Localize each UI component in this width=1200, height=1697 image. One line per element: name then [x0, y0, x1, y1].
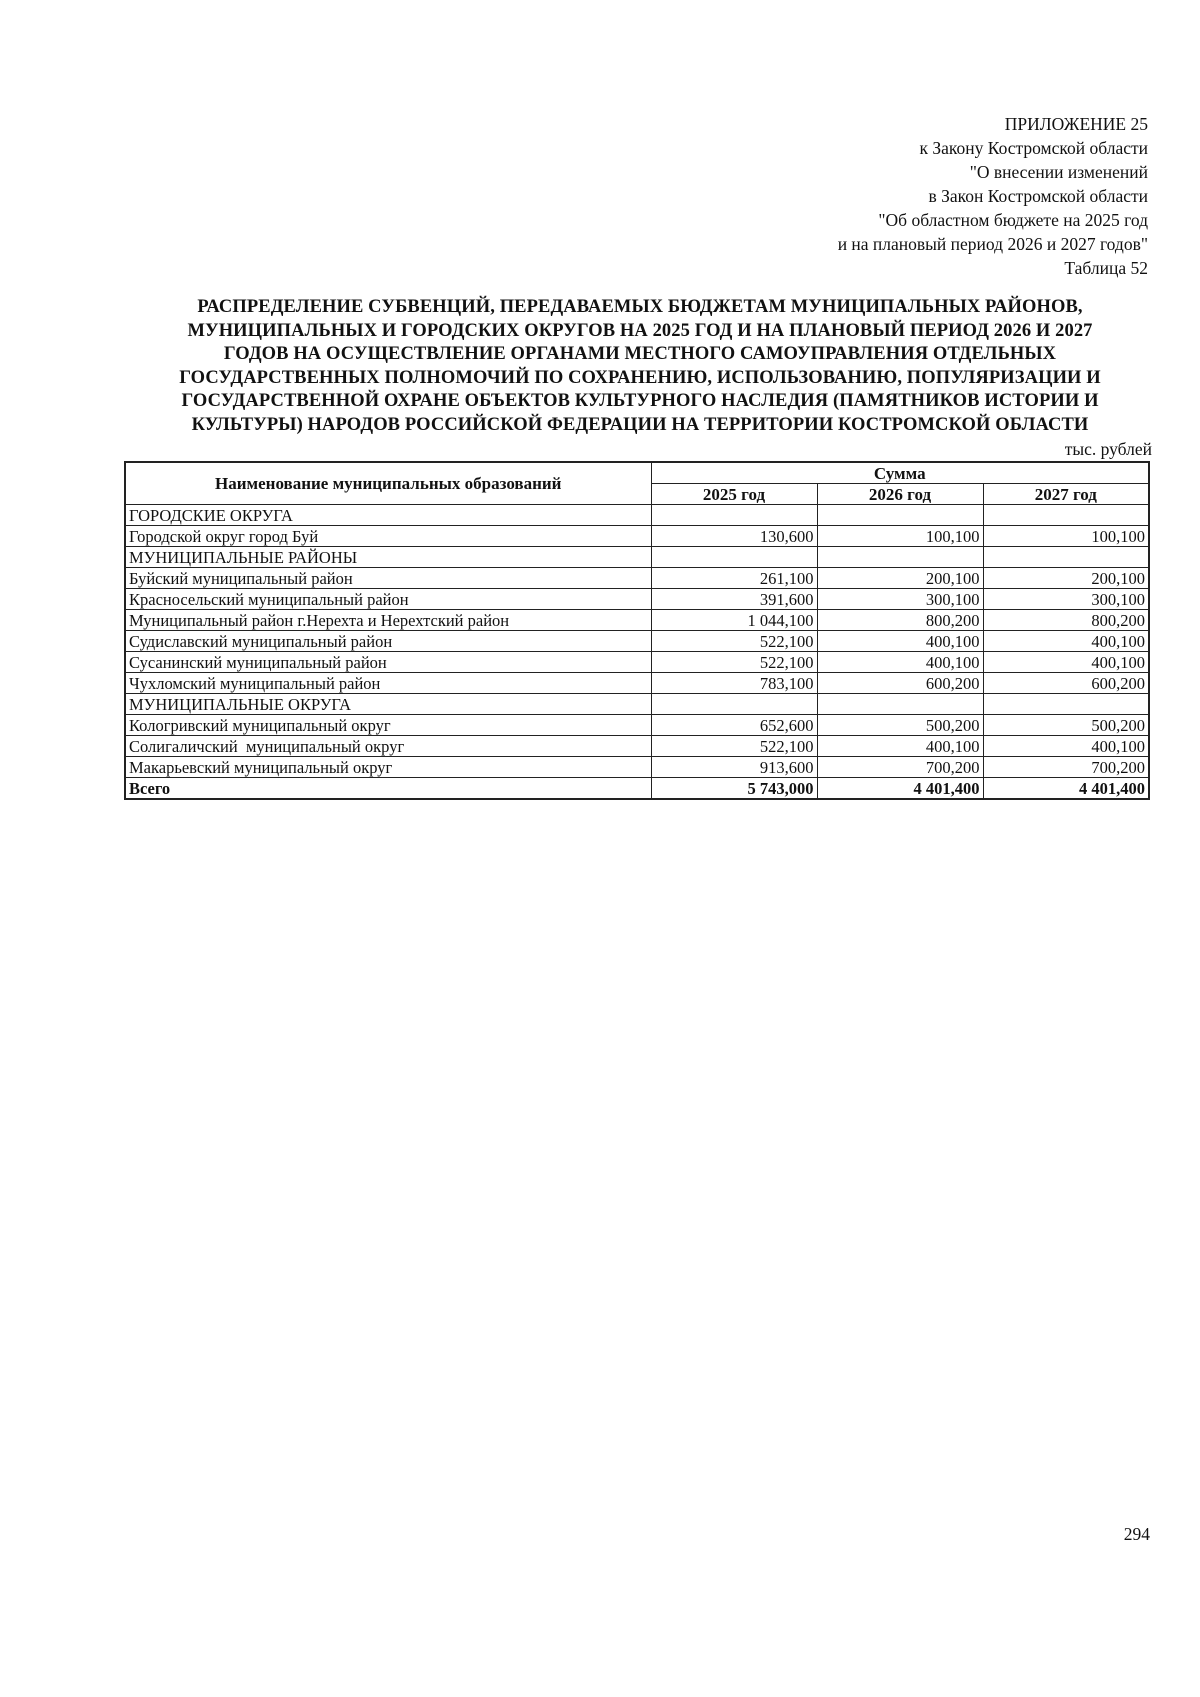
total-2026: 4 401,400 — [817, 778, 983, 800]
total-label: Всего — [125, 778, 651, 800]
value-2026: 800,200 — [817, 610, 983, 631]
table-row — [125, 715, 1149, 736]
table-row — [125, 652, 1149, 673]
section-row — [125, 505, 1149, 526]
sum-column-header: Сумма — [651, 462, 1149, 484]
row-name: Городской округ город Буй — [125, 526, 651, 547]
row-name: ГОРОДСКИЕ ОКРУГА — [125, 505, 651, 526]
row-name: Муниципальный район г.Нерехта и Нерехтский район — [125, 610, 651, 631]
value-2026: 600,200 — [817, 673, 983, 694]
row-name: Чухломский муниципальный район — [125, 673, 651, 694]
title-line: РАСПРЕДЕЛЕНИЕ СУБВЕНЦИЙ, ПЕРЕДАВАЕМЫХ БЮДЖЕТАМ МУНИЦИПАЛЬНЫХ РАЙОНОВ, — [197, 297, 1083, 317]
row-name: МУНИЦИПАЛЬНЫЕ РАЙОНЫ — [125, 547, 651, 568]
value-2026: 100,100 — [817, 526, 983, 547]
title-line: КУЛЬТУРЫ) НАРОДОВ РОССИЙСКОЙ ФЕДЕРАЦИИ НА ТЕРРИТОРИИ КОСТРОМСКОЙ ОБЛАСТИ — [191, 414, 1089, 435]
value-2025: 261,100 — [651, 568, 817, 589]
value-2025: 652,600 — [651, 715, 817, 736]
value-2027: 100,100 — [983, 526, 1149, 547]
value-2027: 400,100 — [983, 652, 1149, 673]
value-2026: 200,100 — [817, 568, 983, 589]
appendix-line: в Закон Костромской области — [928, 186, 1148, 206]
table-row — [125, 526, 1149, 547]
value-2026: 400,100 — [817, 736, 983, 757]
value-2025: 913,600 — [651, 757, 817, 778]
row-name: Сусанинский муниципальный район — [125, 652, 651, 673]
value-2025 — [651, 694, 817, 715]
value-2027: 400,100 — [983, 736, 1149, 757]
appendix-line: ПРИЛОЖЕНИЕ 25 — [1004, 114, 1148, 134]
table-row — [125, 610, 1149, 631]
value-2027: 300,100 — [983, 589, 1149, 610]
value-2026 — [817, 547, 983, 568]
value-2027: 600,200 — [983, 673, 1149, 694]
value-2026: 400,100 — [817, 631, 983, 652]
value-2026: 400,100 — [817, 652, 983, 673]
title-line: МУНИЦИПАЛЬНЫХ И ГОРОДСКИХ ОКРУГОВ НА 2025 ГОД И НА ПЛАНОВЫЙ ПЕРИОД 2026 И 2027 — [187, 320, 1093, 341]
table-row — [125, 631, 1149, 652]
appendix-line: к Закону Костромской области — [919, 138, 1148, 158]
table-row — [125, 589, 1149, 610]
value-2025: 522,100 — [651, 631, 817, 652]
name-column-header: Наименование муниципальных образований — [125, 462, 651, 505]
appendix-header — [838, 112, 1148, 280]
value-2027: 700,200 — [983, 757, 1149, 778]
row-name: Судиславский муниципальный район — [125, 631, 651, 652]
page-number: 294 — [1123, 1524, 1150, 1544]
value-2027 — [983, 505, 1149, 526]
value-2027: 800,200 — [983, 610, 1149, 631]
year-header-2025: 2025 год — [651, 484, 817, 505]
value-2026: 300,100 — [817, 589, 983, 610]
title-line: ГОСУДАРСТВЕННОЙ ОХРАНЕ ОБЪЕКТОВ КУЛЬТУРНОГО НАСЛЕДИЯ (ПАМЯТНИКОВ ИСТОРИИ И — [181, 391, 1099, 411]
year-header-2026: 2026 год — [817, 484, 983, 505]
value-2027 — [983, 547, 1149, 568]
value-2027: 200,100 — [983, 568, 1149, 589]
total-row — [125, 778, 1149, 800]
table-row — [125, 757, 1149, 778]
section-row — [125, 694, 1149, 715]
value-2025: 130,600 — [651, 526, 817, 547]
row-name: МУНИЦИПАЛЬНЫЕ ОКРУГА — [125, 694, 651, 715]
row-name: Буйский муниципальный район — [125, 568, 651, 589]
value-2026: 500,200 — [817, 715, 983, 736]
value-2027: 500,200 — [983, 715, 1149, 736]
value-2025: 783,100 — [651, 673, 817, 694]
row-name: Кологривский муниципальный округ — [125, 715, 651, 736]
value-2025: 522,100 — [651, 736, 817, 757]
value-2025: 391,600 — [651, 589, 817, 610]
value-2025: 1 044,100 — [651, 610, 817, 631]
title-line: ГОСУДАРСТВЕННЫХ ПОЛНОМОЧИЙ ПО СОХРАНЕНИЮ, ИСПОЛЬЗОВАНИЮ, ПОПУЛЯРИЗАЦИИ И — [179, 367, 1101, 388]
appendix-line: "Об областном бюджете на 2025 год — [878, 210, 1148, 230]
document-title — [120, 296, 1160, 437]
value-2026: 700,200 — [817, 757, 983, 778]
value-2027: 400,100 — [983, 631, 1149, 652]
value-2027 — [983, 694, 1149, 715]
title-line: ГОДОВ НА ОСУЩЕСТВЛЕНИЕ ОРГАНАМИ МЕСТНОГО САМОУПРАВЛЕНИЯ ОТДЕЛЬНЫХ — [223, 344, 1057, 364]
row-name: Красносельский муниципальный район — [125, 589, 651, 610]
value-2026 — [817, 694, 983, 715]
appendix-line: "О внесении изменений — [969, 162, 1148, 182]
units-label: тыс. рублей — [1064, 439, 1152, 459]
table-row — [125, 736, 1149, 757]
row-name: Макарьевский муниципальный округ — [125, 757, 651, 778]
total-2027: 4 401,400 — [983, 778, 1149, 800]
year-header-2027: 2027 год — [983, 484, 1149, 505]
subventions-table — [124, 461, 1150, 800]
value-2025 — [651, 547, 817, 568]
value-2025 — [651, 505, 817, 526]
table-row — [125, 568, 1149, 589]
value-2025: 522,100 — [651, 652, 817, 673]
table-row — [125, 673, 1149, 694]
value-2026 — [817, 505, 983, 526]
appendix-line: и на плановый период 2026 и 2027 годов" — [837, 234, 1148, 254]
table-number: Таблица 52 — [1064, 258, 1148, 278]
row-name: Солигаличский муниципальный округ — [125, 736, 651, 757]
section-row — [125, 547, 1149, 568]
total-2025: 5 743,000 — [651, 778, 817, 800]
